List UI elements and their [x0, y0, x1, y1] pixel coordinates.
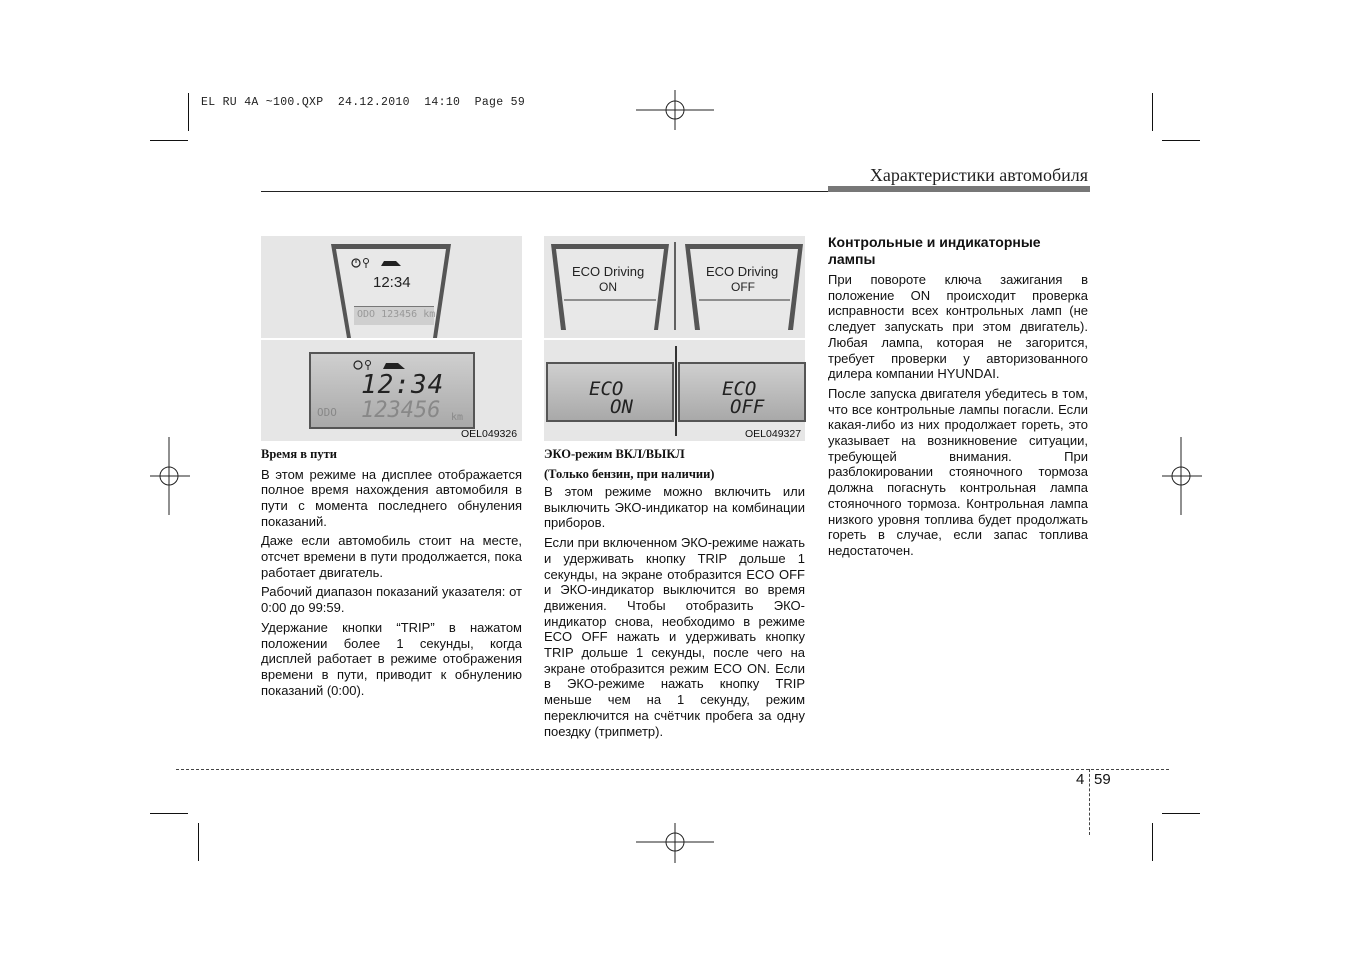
figure-code: OEL049326	[461, 428, 518, 440]
crop-mark	[188, 93, 189, 131]
print-slug: EL RU 4A ~100.QXP 24.12.2010 14:10 Page 59	[201, 96, 526, 109]
registration-mark-icon	[636, 90, 714, 130]
odo-value: 123456	[361, 398, 441, 423]
odo-label: ODO	[317, 406, 337, 419]
paragraph: После запуска двигателя убедитесь в том, что все контрольные лампы погасли. Если какая-либо из них продолжает гореть, это указывает на возникновение ситуации, требующей внимания. При разблокировании стояночного тормоза должна погаснуть контрольная лампа стояночного тормоза. Контрольная лампа низкого уровня топлива будет продолжать гореть в случае, если запас топлива недостаточен.	[828, 385, 1088, 558]
eco-on-label-1: ECO Driving	[572, 264, 645, 279]
lcd-eco-on-2: ON	[610, 396, 633, 418]
column-warning-lamps	[828, 234, 1088, 563]
header-rule	[261, 191, 828, 192]
figure-trip-time-top	[261, 236, 522, 338]
lcd-eco-off-2: OFF	[730, 396, 765, 418]
paragraph: Удержание кнопки “TRIP” в нажатом положении более 1 секунды, когда дисплей работает в режиме отображения времени в пути, приводит к обнулению показаний (0:00).	[261, 619, 522, 698]
caption: Время в пути	[261, 447, 337, 461]
figure-eco-top	[544, 236, 805, 338]
header-bar	[828, 186, 1090, 192]
crop-mark	[198, 823, 199, 861]
top-odo-display: ODO 123456 km	[357, 309, 436, 320]
crop-mark	[150, 813, 188, 814]
bottom-time-display: 12:34	[361, 370, 445, 400]
figure-code: OEL049327	[745, 428, 802, 440]
column-eco-mode	[544, 447, 805, 743]
top-time-display: 12:34	[373, 274, 411, 291]
crop-mark	[1152, 823, 1153, 861]
crop-mark	[150, 140, 188, 141]
odo-unit: km	[451, 412, 464, 423]
paragraph: Если при включенном ЭКО-режиме нажать и удерживать кнопку TRIP дольше 1 секунды, на экране отобразится ECO OFF и ЭКО-индикатор выключится во время движения. Чтобы отобразить ЭКО-индикатор снова, необходимо в режиме ECO OFF нажать и удерживать кнопку TRIP дольше 1 секунды, после чего на экране отобразится режим ECO ON. Если в ЭКО-режиме нажать кнопку TRIP меньше чем на 1 секунду, режим переключится на счётчик пробега за одну поездку (трипметр).	[544, 535, 805, 739]
eco-on-label-2: ON	[599, 280, 617, 294]
registration-mark-icon	[150, 437, 190, 515]
lcd-eco-off-1: ECO	[722, 378, 757, 400]
paragraph: Даже если автомобиль стоит на месте, отсчет времени в пути продолжается, пока работает двигатель.	[261, 533, 522, 580]
divider	[675, 346, 677, 436]
clock-key-car-icon	[351, 256, 411, 270]
footer-rule	[176, 769, 1169, 770]
eco-off-label-2: OFF	[731, 280, 755, 294]
chapter-number: 4	[1076, 771, 1085, 788]
crop-mark	[1162, 813, 1200, 814]
lcd-eco-on-1: ECO	[589, 378, 624, 400]
figure-eco-bottom	[544, 340, 805, 441]
crop-mark	[1152, 93, 1153, 131]
figure-trip-time-bottom	[261, 340, 522, 441]
eco-off-label-1: ECO Driving	[706, 264, 779, 279]
crop-mark	[1162, 140, 1200, 141]
paragraph: В этом режиме можно включить или выключить ЭКО-индикатор на комбинации приборов.	[544, 484, 805, 531]
caption: ЭКО-режим ВКЛ/ВЫКЛ	[544, 447, 685, 461]
footer-divider	[1089, 769, 1090, 835]
registration-mark-icon	[1162, 437, 1202, 515]
eco-cluster-frame-icon	[544, 236, 805, 338]
registration-mark-icon	[636, 823, 714, 863]
page-number: 59	[1094, 771, 1111, 788]
caption-note: (Только бензин, при наличии)	[544, 466, 715, 481]
column-trip-time	[261, 447, 522, 702]
section-heading: Контрольные и индикаторные лампы	[828, 234, 1041, 267]
section-title: Характеристики автомобиля	[869, 165, 1088, 185]
paragraph: При повороте ключа зажигания в положение ON происходит проверка исправности всех контрольных ламп (не следует запускать при этом двигатель). Любая лампа, которая не загорится, требует проверки у авторизованного дилера компании HYUNDAI.	[828, 272, 1088, 382]
paragraph: В этом режиме на дисплее отображается полное время нахождения автомобиля в пути с момента последнего обнуления показаний.	[261, 466, 522, 529]
paragraph: Рабочий диапазон показаний указателя: от 0:00 до 99:59.	[261, 584, 522, 616]
